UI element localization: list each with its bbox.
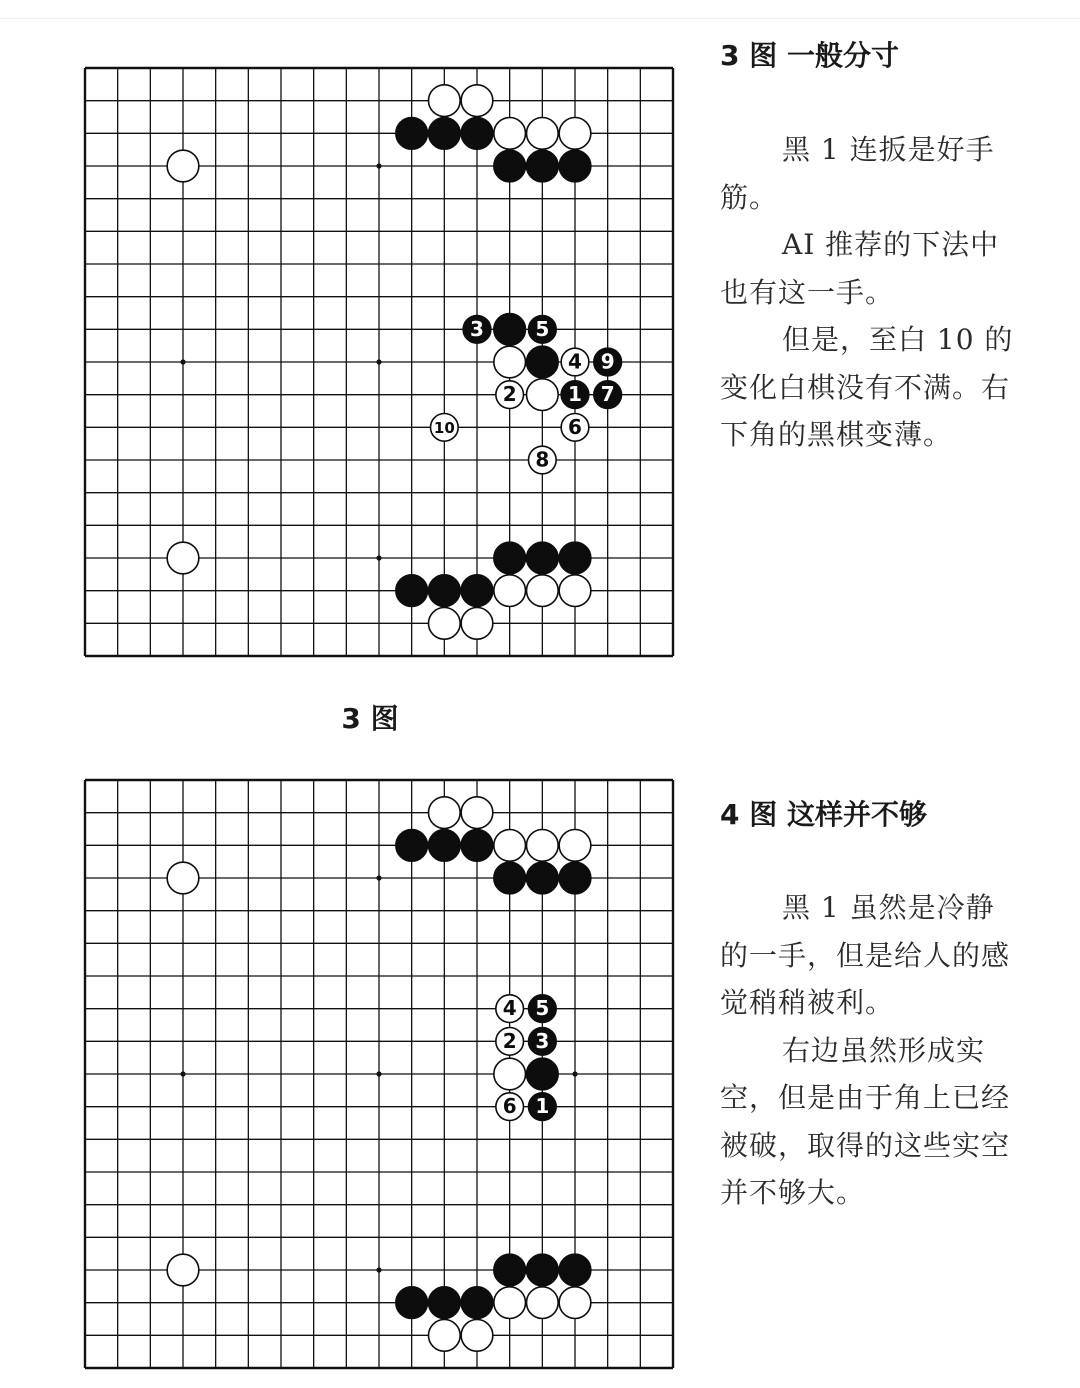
- white-stone: [527, 575, 559, 607]
- move-number: 2: [502, 382, 517, 407]
- white-stone: [494, 1058, 526, 1090]
- white-stone: [461, 85, 493, 117]
- white-stone: [527, 379, 559, 411]
- star-point: [376, 875, 381, 880]
- move-number: 6: [568, 414, 582, 439]
- go-board-diagram-3: [83, 66, 675, 658]
- white-stone: [496, 1093, 524, 1121]
- black-stone: [529, 316, 557, 344]
- section-heading-4: 4 图 这样并不够: [720, 798, 927, 831]
- black-stone: [559, 1254, 591, 1286]
- white-stone: [167, 862, 199, 894]
- white-stone: [559, 830, 591, 862]
- black-stone: [559, 542, 591, 574]
- commentary-4: [720, 884, 1020, 1217]
- black-stone: [527, 150, 559, 182]
- black-stone: [494, 150, 526, 182]
- white-stone: [527, 830, 559, 862]
- move-number: 4: [502, 996, 517, 1021]
- black-stone: [396, 575, 428, 607]
- move-number: 4: [568, 349, 582, 374]
- move-number: 1: [535, 1094, 550, 1119]
- black-stone: [396, 830, 428, 862]
- move-number: 2: [502, 1028, 517, 1053]
- white-stone: [494, 1287, 526, 1319]
- board-caption: 3 图: [341, 702, 399, 735]
- white-stone: [429, 85, 461, 117]
- top-divider: [0, 18, 1080, 19]
- white-stone: [167, 542, 199, 574]
- move-number: 3: [470, 316, 484, 341]
- black-stone: [494, 542, 526, 574]
- black-stone: [461, 830, 493, 862]
- section-heading-3: 3 图 一般分寸: [720, 39, 899, 72]
- black-stone: [594, 348, 622, 376]
- black-stone: [529, 1093, 557, 1121]
- black-stone: [494, 1254, 526, 1286]
- move-number: 5: [535, 996, 550, 1021]
- black-stone: [396, 118, 428, 150]
- black-stone: [559, 862, 591, 894]
- black-stone: [429, 830, 461, 862]
- star-point: [180, 1071, 185, 1076]
- star-point: [376, 555, 381, 560]
- commentary-3: [720, 126, 1020, 459]
- commentary-paragraph: 右边虽然形成实空，但是由于角上已经被破，取得的这些实空并不够大。: [720, 1033, 1011, 1209]
- move-number: 6: [502, 1094, 517, 1119]
- black-stone: [429, 118, 461, 150]
- black-stone: [529, 995, 557, 1023]
- black-stone: [494, 314, 526, 346]
- move-number: 8: [535, 447, 550, 472]
- white-stone: [561, 348, 589, 376]
- star-point: [376, 1071, 381, 1076]
- white-stone: [559, 575, 591, 607]
- black-stone: [461, 1287, 493, 1319]
- white-stone: [559, 1287, 591, 1319]
- move-number: 1: [568, 382, 582, 407]
- white-stone: [431, 414, 459, 442]
- black-stone: [461, 118, 493, 150]
- board-svg: [83, 778, 675, 1370]
- black-stone: [494, 862, 526, 894]
- white-stone: [561, 414, 589, 442]
- star-point: [376, 359, 381, 364]
- move-number: 3: [535, 1028, 550, 1053]
- white-stone: [494, 830, 526, 862]
- black-stone: [463, 316, 491, 344]
- star-point: [376, 1267, 381, 1272]
- move-number: 5: [535, 316, 550, 341]
- black-stone: [594, 381, 622, 409]
- black-stone: [461, 575, 493, 607]
- white-stone: [167, 150, 199, 182]
- commentary-paragraph: 黑 1 连扳是好手筋。: [720, 133, 995, 214]
- black-stone: [527, 346, 559, 378]
- move-number: 10: [433, 418, 455, 437]
- move-number: 7: [600, 382, 615, 407]
- commentary-paragraph: 但是，至白 10 的变化白棋没有不满。右下角的黑棋变薄。: [720, 323, 1014, 451]
- white-stone: [429, 797, 461, 829]
- white-stone: [496, 381, 524, 409]
- star-point: [572, 1071, 577, 1076]
- move-number: 9: [600, 349, 615, 374]
- black-stone: [527, 1058, 559, 1090]
- black-stone: [527, 542, 559, 574]
- white-stone: [527, 118, 559, 150]
- white-stone: [494, 575, 526, 607]
- white-stone: [461, 797, 493, 829]
- white-stone: [461, 608, 493, 640]
- white-stone: [167, 1254, 199, 1286]
- commentary-paragraph: 黑 1 虽然是冷静的一手，但是给人的感觉稍稍被利。: [720, 891, 1011, 1019]
- white-stone: [494, 118, 526, 150]
- white-stone: [527, 1287, 559, 1319]
- white-stone: [461, 1320, 493, 1352]
- black-stone: [527, 1254, 559, 1286]
- white-stone: [496, 995, 524, 1023]
- white-stone: [429, 608, 461, 640]
- black-stone: [561, 381, 589, 409]
- black-stone: [429, 575, 461, 607]
- black-stone: [429, 1287, 461, 1319]
- white-stone: [559, 118, 591, 150]
- board-svg: [83, 66, 675, 658]
- white-stone: [429, 1320, 461, 1352]
- star-point: [376, 163, 381, 168]
- black-stone: [396, 1287, 428, 1319]
- white-stone: [529, 446, 557, 474]
- star-point: [180, 359, 185, 364]
- go-board-diagram-4: [83, 778, 675, 1370]
- white-stone: [496, 1028, 524, 1056]
- white-stone: [494, 346, 526, 378]
- black-stone: [527, 862, 559, 894]
- black-stone: [529, 1028, 557, 1056]
- commentary-paragraph: AI 推荐的下法中也有这一手。: [720, 228, 1000, 309]
- black-stone: [559, 150, 591, 182]
